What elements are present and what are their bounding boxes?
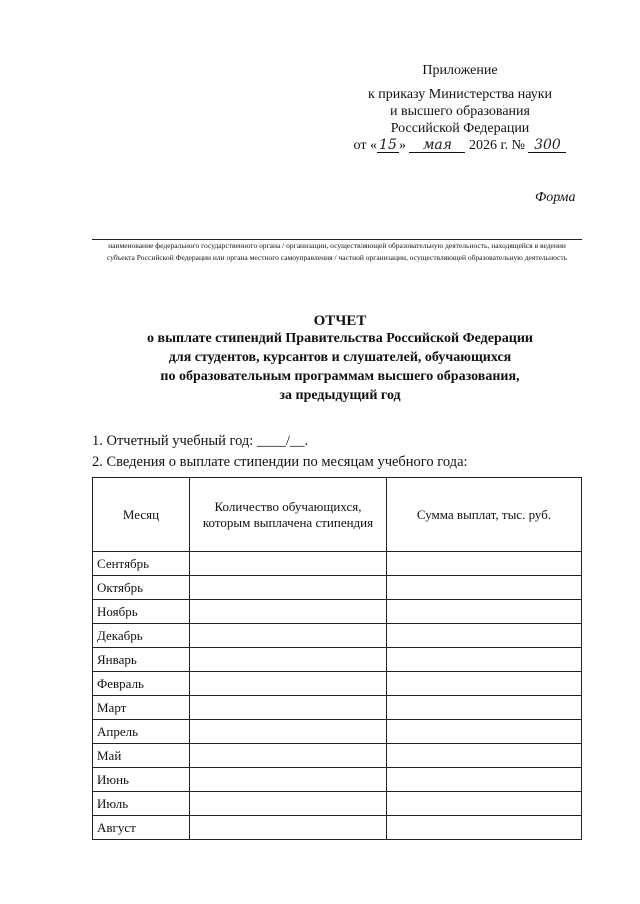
month-cell: Март <box>93 696 190 720</box>
payment-sum-cell[interactable] <box>387 744 582 768</box>
date-year: 2026 г. № <box>468 138 525 153</box>
payment-sum-cell[interactable] <box>387 552 582 576</box>
month-cell: Август <box>93 816 190 840</box>
report-title: ОТЧЕТ <box>313 313 367 329</box>
appendix-order-line: к приказу Министерства науки <box>367 87 553 102</box>
students-count-cell[interactable] <box>190 816 387 840</box>
payment-sum-cell[interactable] <box>387 720 582 744</box>
handwritten-day: 15 <box>377 138 399 153</box>
payments-table <box>92 477 582 840</box>
subtitle-line-1: о выплате стипендий Правительства Российской Федерации <box>147 331 533 346</box>
month-cell: Май <box>93 744 190 768</box>
subtitle-line-4: за предыдущий год <box>279 388 401 403</box>
report-subtitle <box>0 329 640 405</box>
table-row <box>93 648 582 672</box>
payment-sum-cell[interactable] <box>387 696 582 720</box>
students-count-cell[interactable] <box>190 696 387 720</box>
students-count-cell[interactable] <box>190 576 387 600</box>
table-row <box>93 768 582 792</box>
table-row <box>93 552 582 576</box>
subtitle-line-3: по образовательным программам высшего образования, <box>160 369 520 384</box>
form-label: Форма <box>535 190 576 205</box>
payment-sum-cell[interactable] <box>387 768 582 792</box>
appendix-block <box>330 62 590 154</box>
month-cell: Февраль <box>93 672 190 696</box>
appendix-ministry-line: и высшего образования <box>390 104 530 119</box>
table-row <box>93 744 582 768</box>
reporting-year-item: 1. Отчетный учебный год: ____/__. <box>92 433 309 449</box>
month-cell: Апрель <box>93 720 190 744</box>
payment-sum-cell[interactable] <box>387 624 582 648</box>
organization-name-caption: наименование федерального государственного органа / организации, осуществляющей образовательную деятельность, находящейся в ведении субъекта Российской Федерации или органа местного самоуправления / частной организации, осуществляющей образовательную деятельность <box>106 241 568 262</box>
handwritten-month: мая <box>409 138 465 153</box>
month-cell: Октябрь <box>93 576 190 600</box>
table-body <box>93 552 582 840</box>
students-count-cell[interactable] <box>190 672 387 696</box>
appendix-date-line <box>330 137 590 154</box>
payment-sum-cell[interactable] <box>387 600 582 624</box>
table-row <box>93 696 582 720</box>
header-payment-sum: Сумма выплат, тыс. руб. <box>387 478 582 552</box>
table-row <box>93 720 582 744</box>
month-cell: Июль <box>93 792 190 816</box>
month-cell: Сентябрь <box>93 552 190 576</box>
month-cell: Ноябрь <box>93 600 190 624</box>
payment-sum-cell[interactable] <box>387 648 582 672</box>
date-quote-close: » <box>398 138 406 153</box>
students-count-cell[interactable] <box>190 648 387 672</box>
students-count-cell[interactable] <box>190 552 387 576</box>
payment-sum-cell[interactable] <box>387 792 582 816</box>
payment-sum-cell[interactable] <box>387 672 582 696</box>
appendix-country-line: Российской Федерации <box>390 121 530 136</box>
month-cell: Январь <box>93 648 190 672</box>
month-cell: Июнь <box>93 768 190 792</box>
table-row <box>93 600 582 624</box>
payment-sum-cell[interactable] <box>387 576 582 600</box>
table-row <box>93 672 582 696</box>
month-cell: Декабрь <box>93 624 190 648</box>
payments-by-month-item: 2. Сведения о выплате стипендии по месяцам учебного года: <box>92 454 468 470</box>
students-count-cell[interactable] <box>190 744 387 768</box>
subtitle-line-2: для студентов, курсантов и слушателей, обучающихся <box>168 350 512 365</box>
table-row <box>93 816 582 840</box>
appendix-title: Приложение <box>422 63 498 78</box>
table-row <box>93 792 582 816</box>
handwritten-number: 300 <box>528 138 566 153</box>
students-count-cell[interactable] <box>190 792 387 816</box>
table-header-row <box>93 478 582 552</box>
table-row <box>93 576 582 600</box>
header-month: Месяц <box>93 478 190 552</box>
students-count-cell[interactable] <box>190 600 387 624</box>
students-count-cell[interactable] <box>190 624 387 648</box>
date-prefix: от « <box>353 138 377 153</box>
table-row <box>93 624 582 648</box>
header-students-count: Количество обучающихся, которым выплачена стипендия <box>190 478 387 552</box>
payment-sum-cell[interactable] <box>387 816 582 840</box>
students-count-cell[interactable] <box>190 720 387 744</box>
students-count-cell[interactable] <box>190 768 387 792</box>
